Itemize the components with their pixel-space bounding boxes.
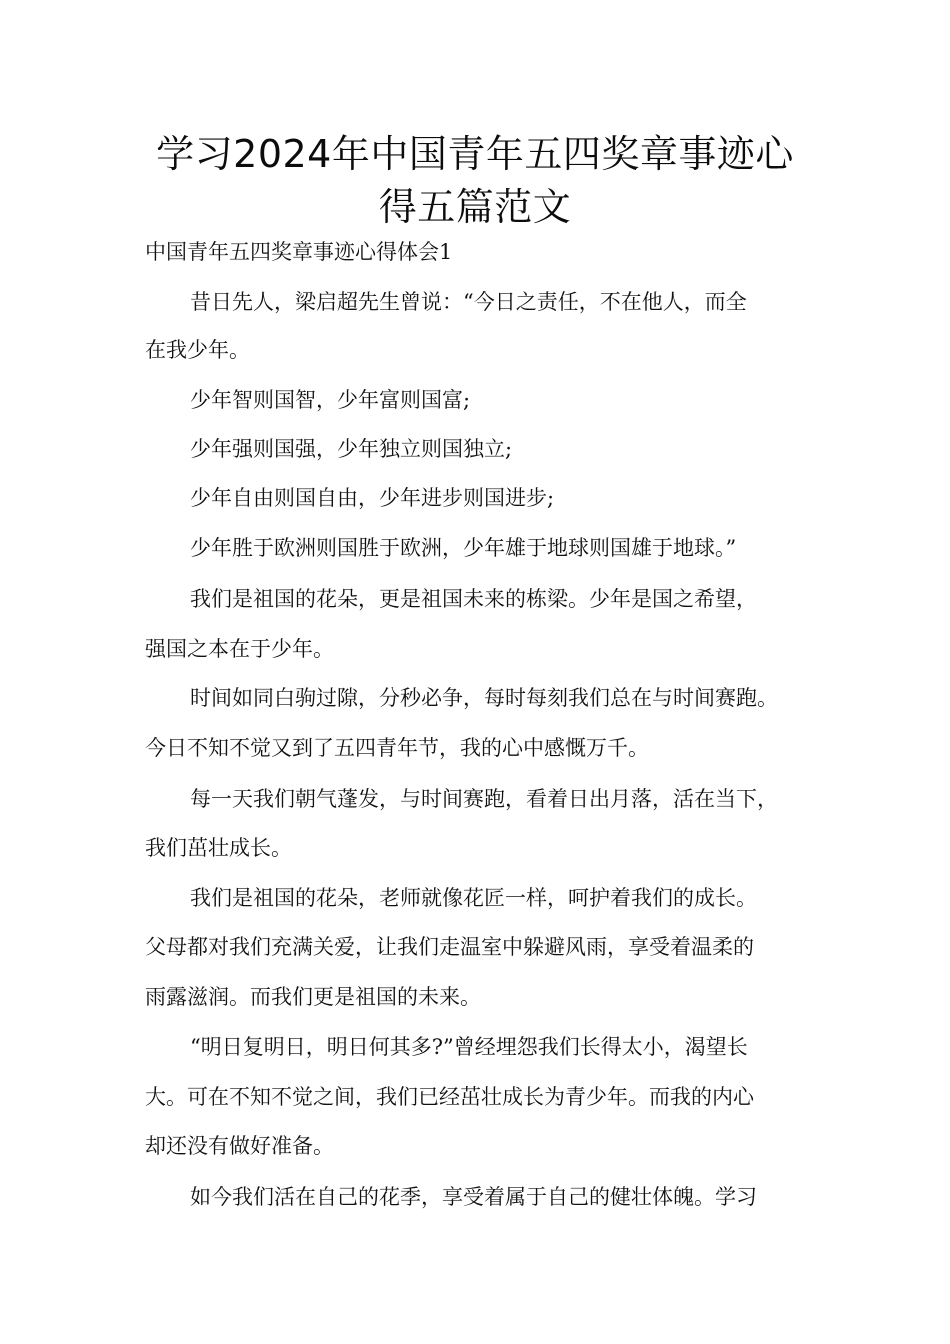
paragraph-line: 大。可在不知不觉之间，我们已经茁壮成长为青少年。而我的内心 — [145, 1085, 754, 1109]
paragraph-line: 少年强则国强，少年独立则国独立; — [190, 437, 513, 461]
paragraph-line: 时间如同白驹过隙，分秒必争，每时每刻我们总在与时间赛跑。 — [190, 686, 778, 710]
document-title-line-1: 学习2024年中国青年五四奖章事迹心 — [156, 132, 794, 176]
paragraph-line: 少年胜于欧洲则国胜于欧洲，少年雄于地球则国雄于地球。” — [190, 536, 737, 560]
paragraph-line: 如今我们活在自己的花季，享受着属于自己的健壮体魄。学习 — [190, 1185, 757, 1209]
paragraph-line: 我们茁壮成长。 — [145, 836, 292, 860]
paragraph-line: 昔日先人，梁启超先生曾说：“今日之责任，不在他人，而全 — [190, 290, 747, 314]
paragraph-line: 雨露滋润。而我们更是祖国的未来。 — [145, 985, 481, 1009]
paragraph-line: 却还没有做好准备。 — [145, 1134, 334, 1158]
document-title-line-2: 得五篇范文 — [378, 185, 572, 229]
paragraph-line: 父母都对我们充满关爱，让我们走温室中躲避风雨，享受着温柔的 — [145, 935, 754, 959]
paragraph-line: 在我少年。 — [145, 338, 250, 362]
paragraph-line: 我们是祖国的花朵，更是祖国未来的栋梁。少年是国之希望， — [190, 587, 757, 611]
paragraph-line: 强国之本在于少年。 — [145, 637, 334, 661]
paragraph-line: 少年智则国智，少年富则国富; — [190, 388, 471, 412]
paragraph-line: “明日复明日，明日何其多?”曾经埋怨我们长得太小，渴望长 — [190, 1035, 748, 1059]
paragraph-line: 每一天我们朝气蓬发，与时间赛跑，看着日出月落，活在当下， — [190, 787, 778, 811]
section-heading: 中国青年五四奖章事迹心得体会1 — [145, 240, 453, 264]
paragraph-line: 我们是祖国的花朵，老师就像花匠一样，呵护着我们的成长。 — [190, 886, 757, 910]
paragraph-line: 少年自由则国自由，少年进步则国进步; — [190, 486, 555, 510]
paragraph-line: 今日不知不觉又到了五四青年节，我的心中感慨万千。 — [145, 736, 649, 760]
